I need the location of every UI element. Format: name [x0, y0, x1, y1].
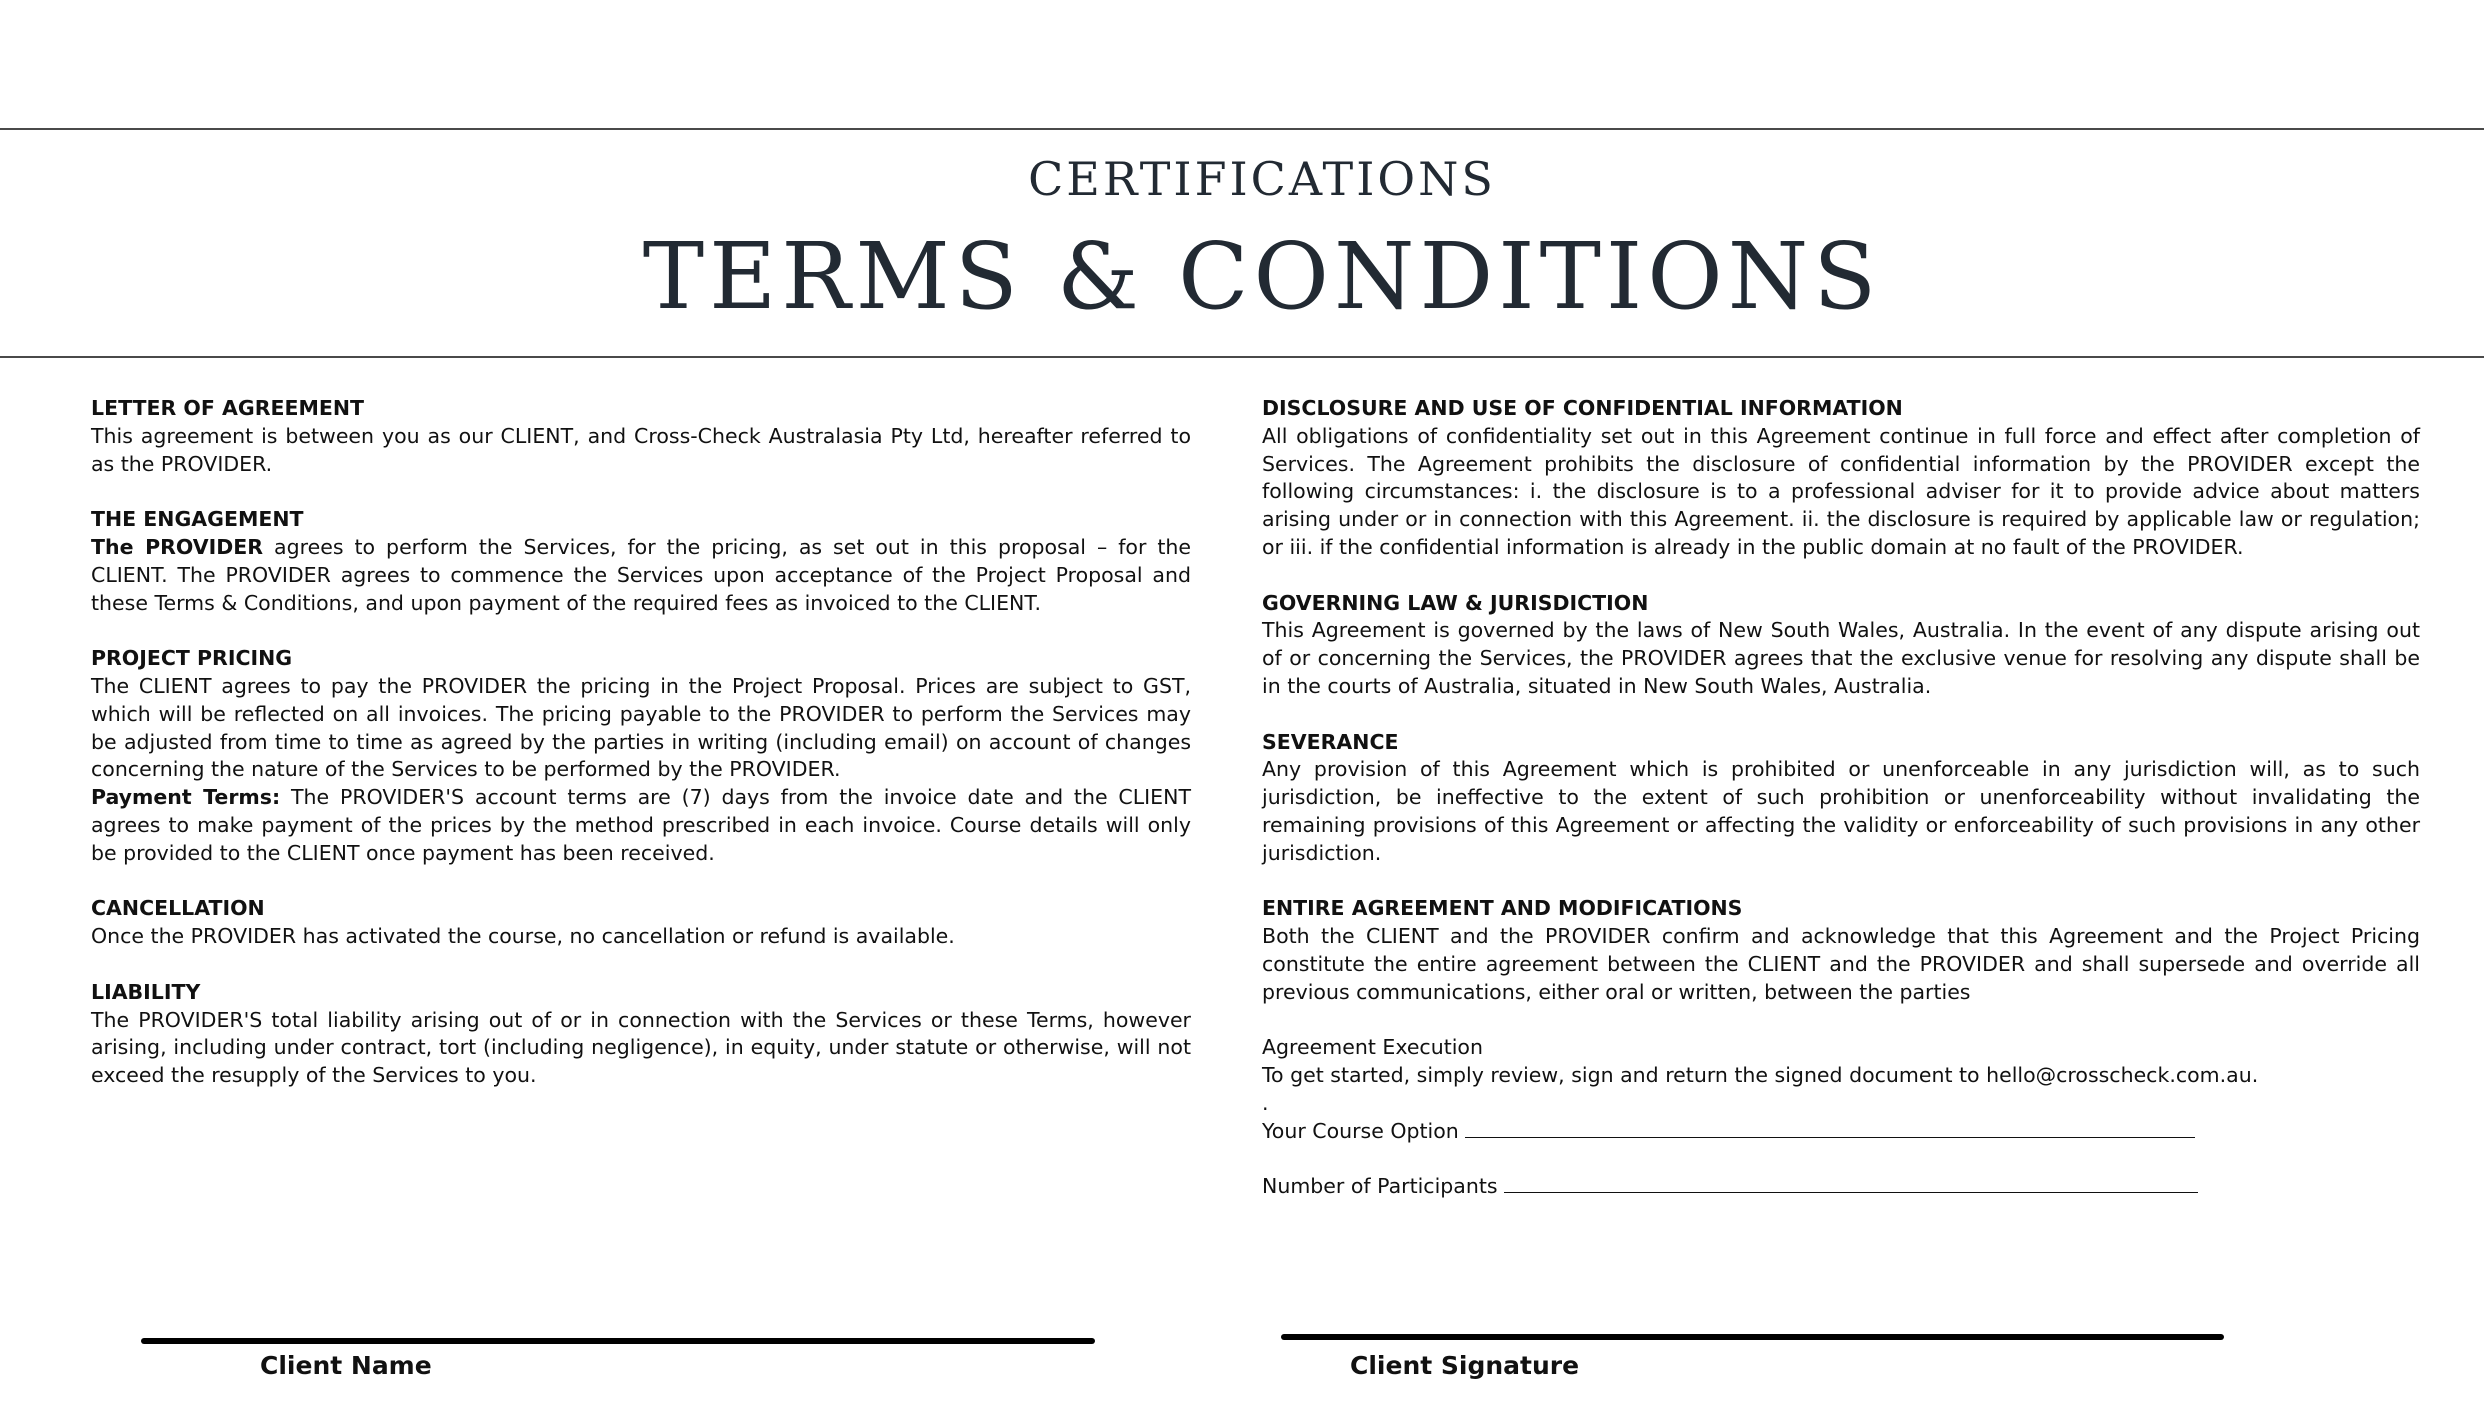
cancellation-section [91, 895, 1191, 951]
section-heading: DISCLOSURE AND USE OF CONFIDENTIAL INFORMATION [1262, 396, 1903, 420]
section-heading: THE ENGAGEMENT [91, 507, 304, 532]
payment-terms-text: The PROVIDER'S account terms are (7) days from the invoice date and the CLIENT agrees to make payment of the prices by the method prescribed in each invoice. Course details will only be provided to the CLIENT once payment has been received. [91, 785, 1191, 865]
section-heading: LIABILITY [91, 979, 201, 1004]
participants-blank[interactable] [1504, 1192, 2198, 1193]
header-top-rule [0, 128, 2484, 130]
client-signature-line[interactable] [1281, 1334, 2224, 1340]
engagement-text: agrees to perform the Services, for the pricing, as set out in this proposal – for the CLIENT. The PROVIDER agrees to commence the Services upon acceptance of the Project Proposal and these Terms & Conditions, and upon payment of the required fees as invoiced to the CLIENT. [91, 534, 1192, 615]
left-column [91, 395, 1191, 1118]
course-option-row [1262, 1118, 2420, 1146]
section-body: All obligations of confidentiality set out in this Agreement continue in full force and effect after completion of Services. The Agreement prohibits the disclosure of confidential information by the PROVIDER except the following circumstances: i. the disclosure is to a professional adviser for it to provide advice about matters arising under or in connection with this Agreement. ii. the disclosure is required by applicable law or regulation; or iii. if the confidential information is already in the public domain at no fault of the PROVIDER. [1262, 423, 2420, 559]
section-body [91, 534, 1191, 617]
section-heading: SEVERANCE [1262, 729, 1399, 754]
course-option-blank[interactable] [1465, 1137, 2195, 1138]
section-body: The PROVIDER'S total liability arising out of or in connection with the Services or these Terms, however arising, including under contract, tort (including negligence), in equity, under statute or otherwise, will not exceed the resupply of the Services to you. [91, 1007, 1191, 1088]
disclosure-section [1262, 395, 2420, 562]
participants-row [1262, 1173, 2420, 1201]
execution-dot: . [1262, 1090, 1269, 1115]
section-body: This Agreement is governed by the laws of New South Wales, Australia. In the event of any dispute arising out of or concerning the Services, the PROVIDER agrees that the exclusive venue for resolving any dispute shall be in the courts of Australia, situated in New South Wales, Australia. [1262, 618, 2420, 698]
participants-label: Number of Participants [1262, 1174, 1498, 1199]
document-subtitle: CERTIFICATIONS [1028, 152, 1496, 206]
severance-section [1262, 729, 2420, 868]
right-column [1262, 395, 2420, 1201]
engagement-section [91, 506, 1191, 617]
section-heading: LETTER OF AGREEMENT [91, 396, 365, 420]
section-body: Once the PROVIDER has activated the course, no cancellation or refund is available. [91, 924, 955, 949]
liability-section [91, 979, 1191, 1090]
entire-agreement-section [1262, 895, 2420, 1006]
provider-lead: The PROVIDER [91, 534, 264, 559]
execution-instructions: To get started, simply review, sign and return the signed document to hello@crosscheck.com.au. [1262, 1063, 2259, 1088]
client-name-line[interactable] [141, 1338, 1095, 1344]
section-body: This agreement is between you as our CLIENT, and Cross-Check Australasia Pty Ltd, hereafter referred to as the PROVIDER. [91, 423, 1191, 476]
section-body: The CLIENT agrees to pay the PROVIDER the pricing in the Project Proposal. Prices are subject to GST, which will be reflected on all invoices. The pricing payable to the PROVIDER to perform the Services may be adjusted from time to time as agreed by the parties in writing (including email) on account of changes concerning the nature of the Services to be performed by the PROVIDER. [91, 673, 1191, 782]
project-pricing-section [91, 645, 1191, 867]
section-heading: ENTIRE AGREEMENT AND MODIFICATIONS [1262, 896, 1743, 921]
payment-terms [91, 784, 1191, 867]
governing-law-section [1262, 590, 2420, 701]
section-heading: CANCELLATION [91, 896, 265, 921]
agreement-execution-section [1262, 1034, 2420, 1201]
document-title: TERMS & CONDITIONS [642, 223, 1882, 330]
section-heading: PROJECT PRICING [91, 646, 293, 671]
section-body: Both the CLIENT and the PROVIDER confirm and acknowledge that this Agreement and the Project Pricing constitute the entire agreement between the CLIENT and the PROVIDER and shall supersede and override all previous communications, either oral or written, between the parties [1262, 924, 2420, 1004]
client-signature-label: Client Signature [1350, 1351, 1580, 1380]
section-heading: GOVERNING LAW & JURISDICTION [1262, 590, 1649, 615]
client-name-label: Client Name [260, 1351, 432, 1380]
payment-terms-label: Payment Terms: [91, 785, 281, 810]
letter-of-agreement-section [91, 395, 1191, 478]
course-option-label: Your Course Option [1262, 1118, 1459, 1143]
header-bottom-rule [0, 356, 2484, 358]
execution-heading: Agreement Execution [1262, 1035, 1483, 1060]
section-body: Any provision of this Agreement which is prohibited or unenforceable in any jurisdiction will, as to such jurisdiction, be ineffective to the extent of such prohibition or unenforceability without invalidating the remaining provisions of this Agreement or affecting the validity or enforceability of such provisions in any other jurisdiction. [1262, 757, 2420, 865]
